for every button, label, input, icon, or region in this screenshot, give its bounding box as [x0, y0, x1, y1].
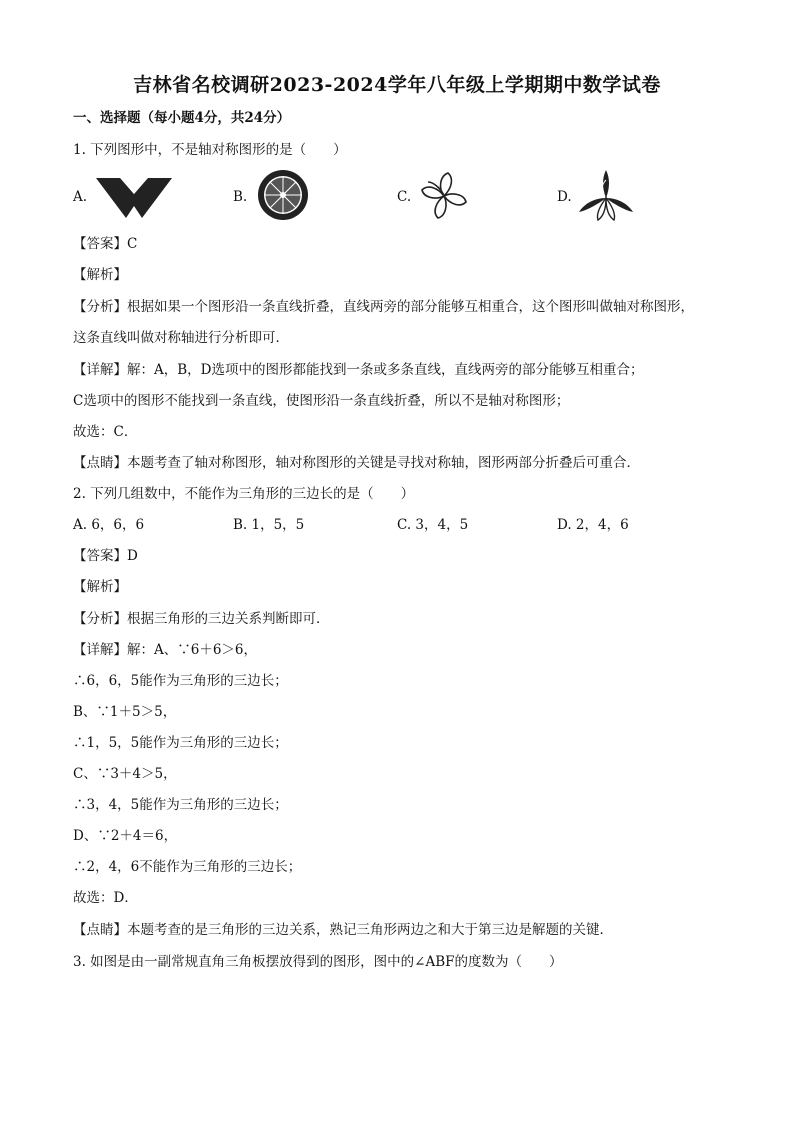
- q2-solution-line: 【详解】解：A、∵6＋6＞6，: [73, 642, 258, 658]
- q2-solution-line: D、∵2＋4＝6，: [73, 828, 178, 844]
- q1-answer: 【答案】C: [73, 236, 138, 252]
- q2-solution-line: ∴2，4，6不能作为三角形的三边长；: [73, 859, 302, 875]
- q1-choose: 故选：C．: [73, 424, 138, 440]
- q2-option-c: C. 3，4，5: [397, 517, 469, 533]
- q2-comment: 【点睛】本题考查的是三角形的三边关系，熟记三角形两边之和大于第三边是解题的关键．: [73, 922, 613, 938]
- tri-petal-icon: [576, 168, 636, 222]
- q2-solution-line: ∴6，6，5能作为三角形的三边长；: [73, 673, 288, 689]
- q1-option-a-label: A.: [73, 189, 88, 205]
- q1-option-d-label: D.: [557, 189, 572, 205]
- q1-option-c-label: C.: [397, 189, 412, 205]
- q1-comment: 【点睛】本题考查了轴对称图形，轴对称图形的关键是寻找对称轴，图形两部分折叠后可重合．: [73, 455, 640, 471]
- q1-analysis-line-1: 【分析】根据如果一个图形沿一条直线折叠，直线两旁的部分能够互相重合，这个图形叫做轴对称图形，: [73, 299, 694, 315]
- q2-solution-line: ∴1，5，5能作为三角形的三边长；: [73, 735, 288, 751]
- q2-analysis: 【分析】根据三角形的三边关系判断即可．: [73, 611, 330, 627]
- q2-option-b: B. 1，5，5: [233, 517, 305, 533]
- q2-option-d: D. 2，4，6: [557, 517, 629, 533]
- page-title: 吉林省名校调研2023-2024学年八年级上学期期中数学试卷: [133, 74, 661, 96]
- q2-solution-line: ∴3，4，5能作为三角形的三边长；: [73, 797, 288, 813]
- q1-detail-line-2: C选项中的图形不能找到一条直线，使图形沿一条直线折叠，所以不是轴对称图形；: [73, 393, 570, 409]
- q1-detail-line-1: 【详解】解：A，B，D选项中的图形都能找到一条或多条直线，直线两旁的部分能够互相重合；: [73, 362, 644, 378]
- q2-answer: 【答案】D: [73, 548, 138, 564]
- q1-option-b-label: B.: [233, 189, 248, 205]
- q2-choose: 故选：D．: [73, 890, 138, 906]
- q2-solution-line: B、∵1＋5＞5，: [73, 704, 177, 720]
- question-3-stem: 3. 如图是由一副常规直角三角板摆放得到的图形，图中的∠ABF的度数为（ ）: [73, 954, 563, 970]
- pinwheel-flower-icon: [418, 170, 470, 222]
- question-1-stem: 1. 下列图形中，不是轴对称图形的是（ ）: [73, 142, 347, 158]
- q1-jiexi: 【解析】: [73, 267, 127, 283]
- q2-option-a: A. 6，6，6: [73, 517, 145, 533]
- q2-solution-line: C、∵3＋4＞5，: [73, 766, 177, 782]
- circle-petals-icon: [256, 168, 310, 222]
- q2-jiexi: 【解析】: [73, 579, 127, 595]
- q1-analysis-line-2: 这条直线叫做对称轴进行分析即可．: [73, 330, 289, 346]
- w-shape-icon: [94, 172, 174, 220]
- section-heading: 一、选择题（每小题4分，共24分）: [73, 110, 291, 126]
- question-2-stem: 2. 下列几组数中，不能作为三角形的三边长的是（ ）: [73, 486, 415, 502]
